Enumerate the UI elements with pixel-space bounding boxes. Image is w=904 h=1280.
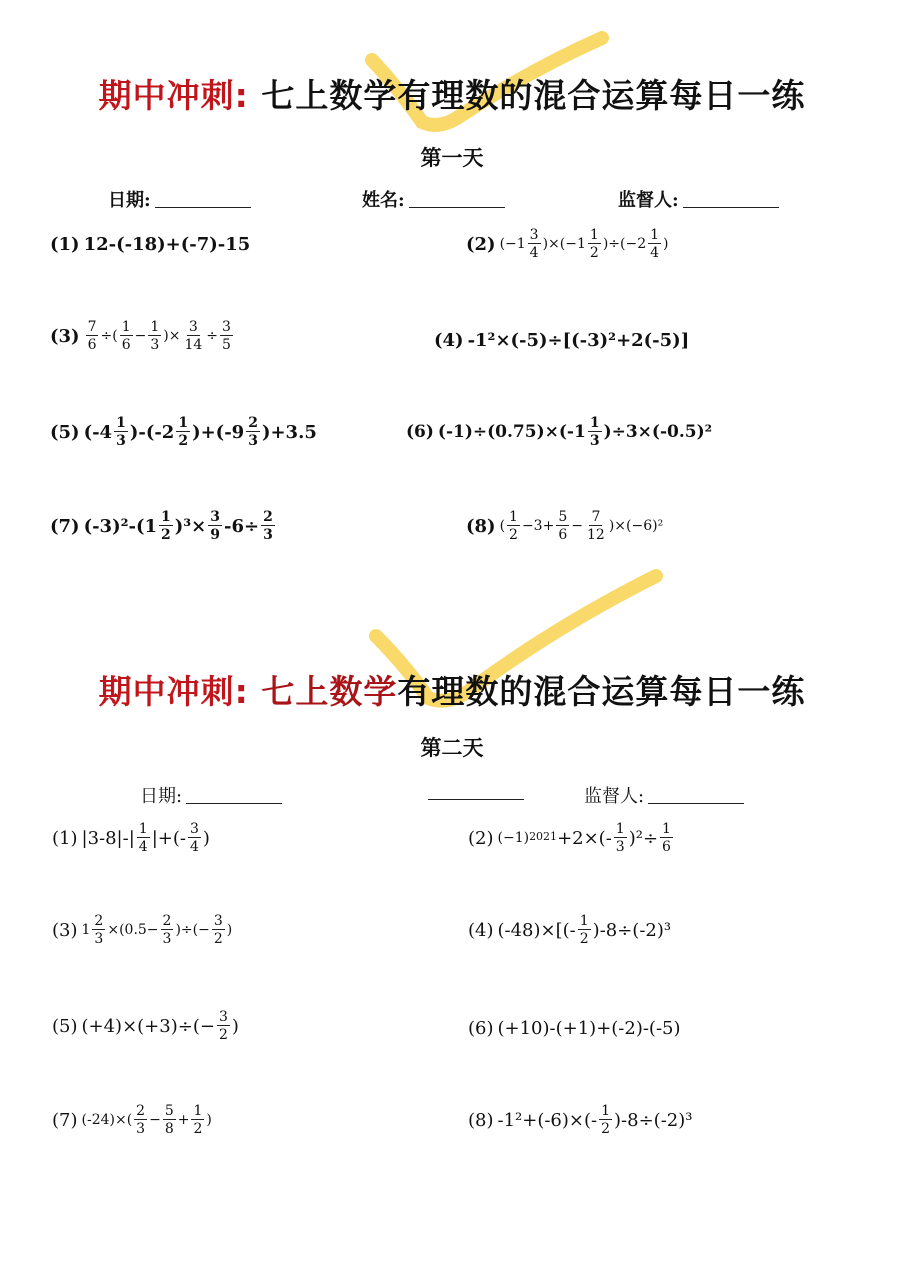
sheet1-supervisor-field: 监督人:	[618, 186, 779, 212]
s1-problem-4: (4) -1²×(-5)÷[(-3)²+2(-5)]	[434, 330, 690, 351]
sheet1-day: 第一天	[420, 146, 484, 170]
s2-problem-5: (5) (+4)×(+3)÷(− $\frac{3}{2}$ )	[52, 1009, 239, 1043]
s2-problem-2: (2) (−1) 2021 +2×(- $\frac{1}{3}$ )²÷ $\frac{1}{6}$	[468, 821, 671, 855]
s1-problem-5: (5) (-4 $\frac{1}{3}$ )-(-2 $\frac{1}{2}$ )+(-9 $\frac{2}{3}$ )+3.5	[50, 415, 317, 449]
sheet2-supervisor-field: 监督人:	[584, 782, 744, 808]
s2-problem-3: (3) 1 $\frac{2}{3}$ ×(0.5− $\frac{2}{3}$ )÷(− $\frac{3}{2}$ )	[52, 913, 233, 947]
s2-problem-6: (6) (+10)-(+1)+(-2)-(-5)	[468, 1018, 681, 1039]
s2-problem-8: (8) -1²+(-6)×(- $\frac{1}{2}$ )-8÷(-2)³	[468, 1103, 693, 1137]
s1-problem-6: (6) (-1)÷(0.75)×(-1 $\frac{1}{3}$ )÷3×(-0.5)²	[406, 415, 713, 449]
s2-problem-7: (7) (-24)×( $\frac{2}{3}$ − $\frac{5}{8}$ + $\frac{1}{2}$ )	[52, 1103, 212, 1137]
s2-problem-1: (1) |3-8|-| $\frac{1}{4}$ |+(- $\frac{3}{4}$ )	[52, 821, 210, 855]
sheet2-title: 期中冲刺: 七上数学有理数的混合运算每日一练	[98, 672, 806, 711]
s1-problem-7: (7) (-3)²-(1 $\frac{1}{2}$ )³× $\frac{3}{9}$ -6÷ $\frac{2}{3}$	[50, 509, 273, 543]
s1-problem-3: (3) $\frac{7}{6}$ ÷( $\frac{1}{6}$ − $\frac{1}{3}$ )× $\frac{3}{14}$ ÷ $\frac{3}{5}$	[50, 319, 231, 353]
sheet2-name-blank	[424, 782, 524, 803]
sheet1-name-field: 姓名:	[362, 186, 505, 212]
s1-problem-8: (8) ( $\frac{1}{2}$ −3+ $\frac{5}{6}$ − $\frac{7}{12}$ )×(−6)²	[466, 509, 664, 543]
sheet2-day: 第二天	[420, 736, 484, 760]
s1-problem-2: (2) (−1 $\frac{3}{4}$ )×(−1 $\frac{1}{2}$ )÷(−2 $\frac{1}{4}$ )	[466, 227, 669, 261]
sheet2-date-field: 日期:	[140, 782, 282, 808]
s1-problem-1: (1) 12-(-18)+(-7)-15	[50, 234, 251, 255]
s2-problem-4: (4) (-48)×[(- $\frac{1}{2}$ )-8÷(-2)³	[468, 913, 672, 947]
sheet1-title: 期中冲刺: 七上数学有理数的混合运算每日一练	[98, 76, 806, 115]
sheet1-date-field: 日期:	[108, 186, 251, 212]
